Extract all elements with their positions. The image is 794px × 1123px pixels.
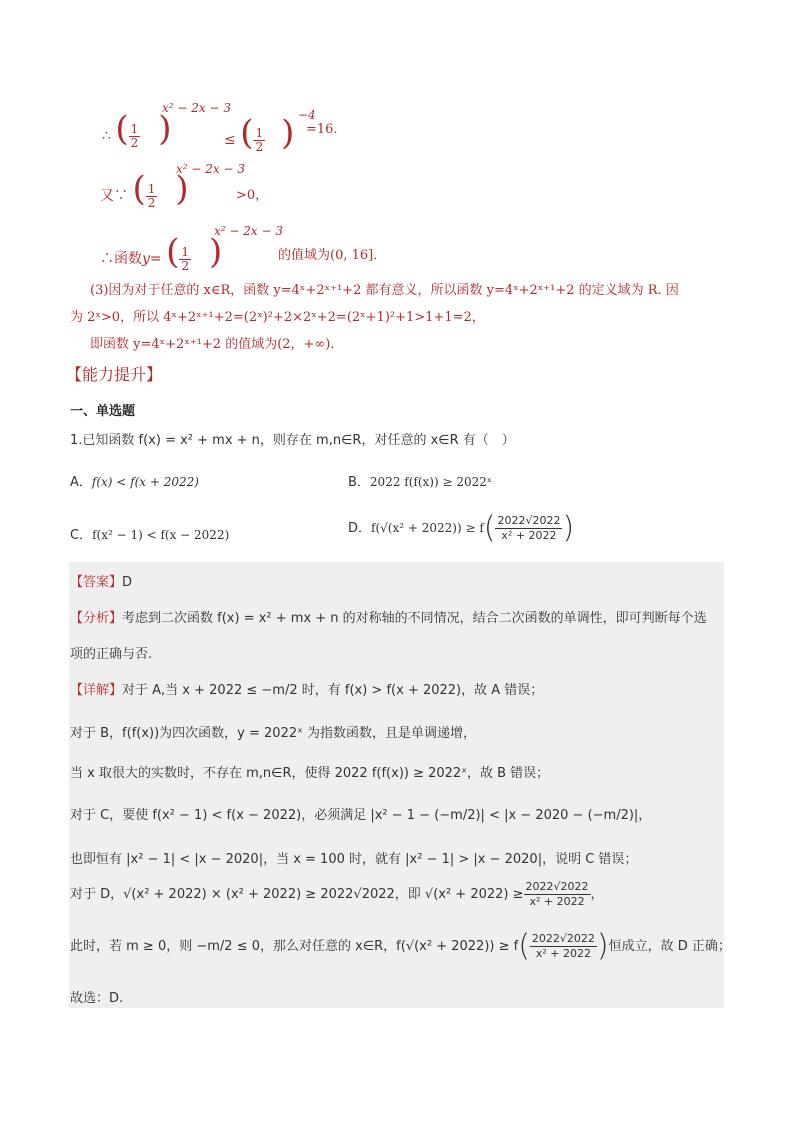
- le-and-half: ≤ ( $\frac{1}{2}$ ): [224, 113, 295, 154]
- exponent-neg4: −4: [298, 108, 316, 122]
- detail-line4: 对于 C，要使 f(x² − 1) < f(x − 2022)，必须满足 |x² − 1 − (−m/2)| < |x − 2020 − (−m/2)|，: [70, 808, 652, 823]
- option-d: D．f(√(x² + 2022)) ≥ f( $\frac{2022√2022}{\text{x² + 2022}}$ ): [348, 510, 575, 546]
- option-c: C．f(x² − 1) < f(x − 2022): [70, 528, 230, 543]
- range-text: 的值域为(0, 16]．: [278, 248, 387, 263]
- section-title: 一、单选题: [70, 404, 136, 419]
- detail-line1: 【详解】对于 A,当 x + 2022 ≤ −m/2 时，有 f(x) > f(x + 2022)，故 A 错误；: [70, 683, 544, 698]
- answer-line: 【答案】D: [70, 575, 133, 590]
- exponent-1: x² − 2x − 3: [162, 101, 231, 115]
- eq-16: =16.: [306, 122, 338, 137]
- detail-line3: 当 x 取很大的实数时，不存在 m,n∈R，使得 2022 f(f(x)) ≥ 2022ˣ，故 B 错误；: [70, 766, 550, 781]
- question-stem: 1.已知函数 f(x) = x² + mx + n，则存在 m,n∈R，对任意的 x∈R 有（ ）: [70, 433, 515, 448]
- part3-line3: 即函数 y=4ˣ+2ˣ⁺¹+2 的值域为(2，+∞)．: [90, 337, 344, 352]
- section-heading: 【能力提升】: [66, 365, 163, 384]
- analysis-line1: 【分析】考虑到二次函数 f(x) = x² + mx + n 的对称轴的不同情况，结合二次函数的单调性，即可判断每个选: [70, 611, 707, 626]
- detail-line6: 对于 D，√(x² + 2022) × (x² + 2022) ≥ 2022√2022，即 √(x² + 2022) ≥ $\frac{2022√2022}{\text{x² + 2022}}$ ，: [70, 880, 604, 908]
- half-fraction: $\frac{1}{2}$: [130, 121, 139, 150]
- exponent-3: x² − 2x − 3: [214, 224, 283, 238]
- therefore-symbol: ∴: [102, 128, 111, 144]
- detail-line8: 故选：D.: [70, 991, 124, 1006]
- top-line-1: ∴ ( $\frac{1}{2}$ ): [102, 109, 172, 150]
- part3-line2: 为 2ˣ>0，所以 4ˣ+2ˣ⁺¹+2=(2ˣ)²+2×2ˣ+2=(2ˣ+1)²+1>1+1=2，: [70, 310, 485, 325]
- gt-zero: >0，: [236, 188, 269, 203]
- option-a: A．f(x) < f(x + 2022): [70, 475, 199, 490]
- exponent-2: x² − 2x − 3: [176, 162, 245, 176]
- part3-line1: (3)因为对于任意的 x∈R，函数 y=4ˣ+2ˣ⁺¹+2 都有意义，所以函数 y=4ˣ+2ˣ⁺¹+2 的定义域为 R. 因: [90, 283, 679, 298]
- top-line-3: ∴函数y= ( $\frac{1}{2}$ ): [100, 232, 223, 273]
- analysis-line2: 项的正确与否.: [70, 647, 153, 662]
- detail-line2: 对于 B，f(f(x))为四次函数，y = 2022ˣ 为指数函数，且是单调递增，: [70, 726, 477, 741]
- detail-line5: 也即恒有 |x² − 1| < |x − 2020|，当 x = 100 时，就有 |x² − 1| > |x − 2020|，说明 C 错误；: [70, 852, 638, 867]
- detail-line7: 此时，若 m ≥ 0，则 −m/2 ≤ 0，那么对任意的 x∈R，f(√(x² + 2022)) ≥ f( $\frac{2022√2022}{\text{x² + 2022}}$ )恒成立，故 D 正确；: [70, 928, 731, 964]
- top-line-2: 又∵ ( $\frac{1}{2}$ ): [100, 169, 189, 210]
- option-b: B．2022 f(f(x)) ≥ 2022ˣ: [348, 475, 492, 490]
